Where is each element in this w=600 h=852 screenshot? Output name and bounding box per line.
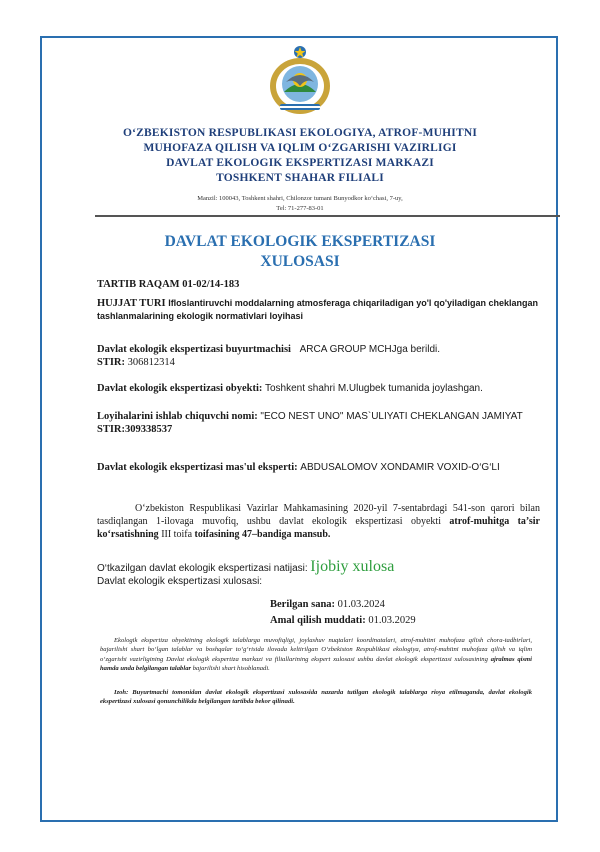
legal-basis-paragraph <box>97 502 540 541</box>
address-block <box>0 194 600 214</box>
note-text: bajarilishi shart hisoblanadi. <box>191 664 270 672</box>
reg-value: 01-02/14-183 <box>182 279 240 290</box>
reg-label: TARTIB RAQAM <box>97 279 180 290</box>
address-line: Manzil: 100043, Toshkent shahri, Chilonzor tumani Bunyodkor ko‘chasi, 7-uy, <box>197 195 403 202</box>
issued-value: 01.03.2024 <box>337 599 385 610</box>
note-text: Buyurtmachi tomonidan davlat ekologik ekspertizasi xulosasida nazarda tutilgan ekologik talablarga rioya etilmaganda, davlat ekologik ekspertizasi xulosasi qonunchilikda belgilangan tartibda bekor qilinadi. <box>100 689 532 706</box>
valid-label: Amal qilish muddati: <box>270 615 366 626</box>
appendix-note <box>100 636 532 673</box>
registration-number <box>97 278 540 291</box>
body-text: III toifa <box>158 529 195 540</box>
doc-type-value: Ifloslantiruvchi moddalarning atmosferaga chiqariladigan yo'l qo'yiladigan cheklangan tashlanmalarining ekologik normativlari loyihasi <box>97 298 539 321</box>
expert-label: Davlat ekologik ekspertizasi mas'ul eksperti: <box>97 462 298 473</box>
note-bold-text: ajralmas qismi hamda unda belgilangan talablar <box>100 655 532 672</box>
expert-value: ABDUSALOMOV XONDAMIR VOXID-O‘G‘LI <box>300 462 500 473</box>
org-line: TOSHKENT SHAHAR FILIALI <box>216 172 384 184</box>
body-bold-text: toifasining 47–bandiga mansub. <box>194 529 331 540</box>
object-value: Toshkent shahri M.Ulugbek tumanida joylashgan. <box>265 383 483 394</box>
expert-block <box>97 461 540 474</box>
dates-block <box>270 597 416 629</box>
customer-stir-value: 306812314 <box>127 357 175 368</box>
organization-name <box>0 126 600 186</box>
result-value: Ijobiy xulosa <box>310 558 395 575</box>
body-text: O‘zbekiston Respublikasi Vazirlar Mahkamasining 2020-yil 7-sentabrdagi 541-son qarori bilan tasdiqlangan 1-ilovaga muvofiq, ushbu davlat ekologik ekspertizasi obyekti <box>97 503 540 527</box>
customer-block <box>97 343 540 369</box>
customer-label: Davlat ekologik ekspertizasi buyurtmachisi <box>97 344 291 355</box>
phone-line: Tel: 71-277-83-01 <box>276 205 324 212</box>
note-label: Izoh: <box>114 689 129 696</box>
org-line: DAVLAT EKOLOGIK EKSPERTIZASI MARKAZI <box>166 157 434 169</box>
note-text: Ekologik ekspertiza obyektining ekologik talablarga muvofiqligi, joylashuv nuqtalari koordinatalari, atrof-muhitni muhofaza qilish chora-tadbirlari, bajarilishi shart bo‘lgan talablar va boshqalar to‘g‘risida ilovada keltirilgan O‘zbekiston Respublikasi ekologiya, atrof-muhitni muhofaza qilish va iqlim o‘zgarishi vazirligining Davlat ekologik ekspertiza markazi va filiallarining ekspert xulosasi ushbu davlat ekologik ekspertizasi xulosasining <box>100 637 532 663</box>
valid-value: 01.03.2029 <box>368 615 416 626</box>
title-line-2: XULOSASI <box>260 253 340 270</box>
doc-type-label: HUJJAT TURI <box>97 298 166 309</box>
org-line: O‘ZBEKISTON RESPUBLIKASI EKOLOGIYA, ATROF-MUHITNI <box>122 127 478 139</box>
developer-stir-label: STIR: <box>97 424 126 435</box>
document-type <box>97 297 540 323</box>
object-label: Davlat ekologik ekspertizasi obyekti: <box>97 383 263 394</box>
result-block <box>97 560 540 588</box>
state-emblem-icon <box>262 42 338 118</box>
warning-note <box>100 688 532 707</box>
document-title <box>0 232 600 272</box>
title-line-1: DAVLAT EKOLOGIK EKSPERTIZASI <box>164 233 436 250</box>
developer-value: "ECO NEST UNO" MAS`ULIYATI CHEKLANGAN JAMIYAT <box>260 411 523 422</box>
result-label: O‘tkazilgan davlat ekologik ekspertizasi natijasi: <box>97 563 308 574</box>
org-line: MUHOFAZA QILISH VA IQLIM O‘ZGARISHI VAZIRLIGI <box>143 142 457 154</box>
header-divider <box>95 215 560 217</box>
issued-label: Berilgan sana: <box>270 599 336 610</box>
customer-value: ARCA GROUP MCHJga berildi. <box>299 344 441 355</box>
body-bold-text: atrof-muhitga ta’sir ko‘rsatishning <box>97 516 540 540</box>
conclusion-label: Davlat ekologik ekspertizasi xulosasi: <box>97 576 263 587</box>
developer-label: Loyihalarini ishlab chiquvchi nomi: <box>97 411 258 422</box>
object-block <box>97 382 540 395</box>
customer-stir-label: STIR: <box>97 357 126 368</box>
developer-stir-value: 309338537 <box>125 424 173 435</box>
developer-block <box>97 410 540 436</box>
